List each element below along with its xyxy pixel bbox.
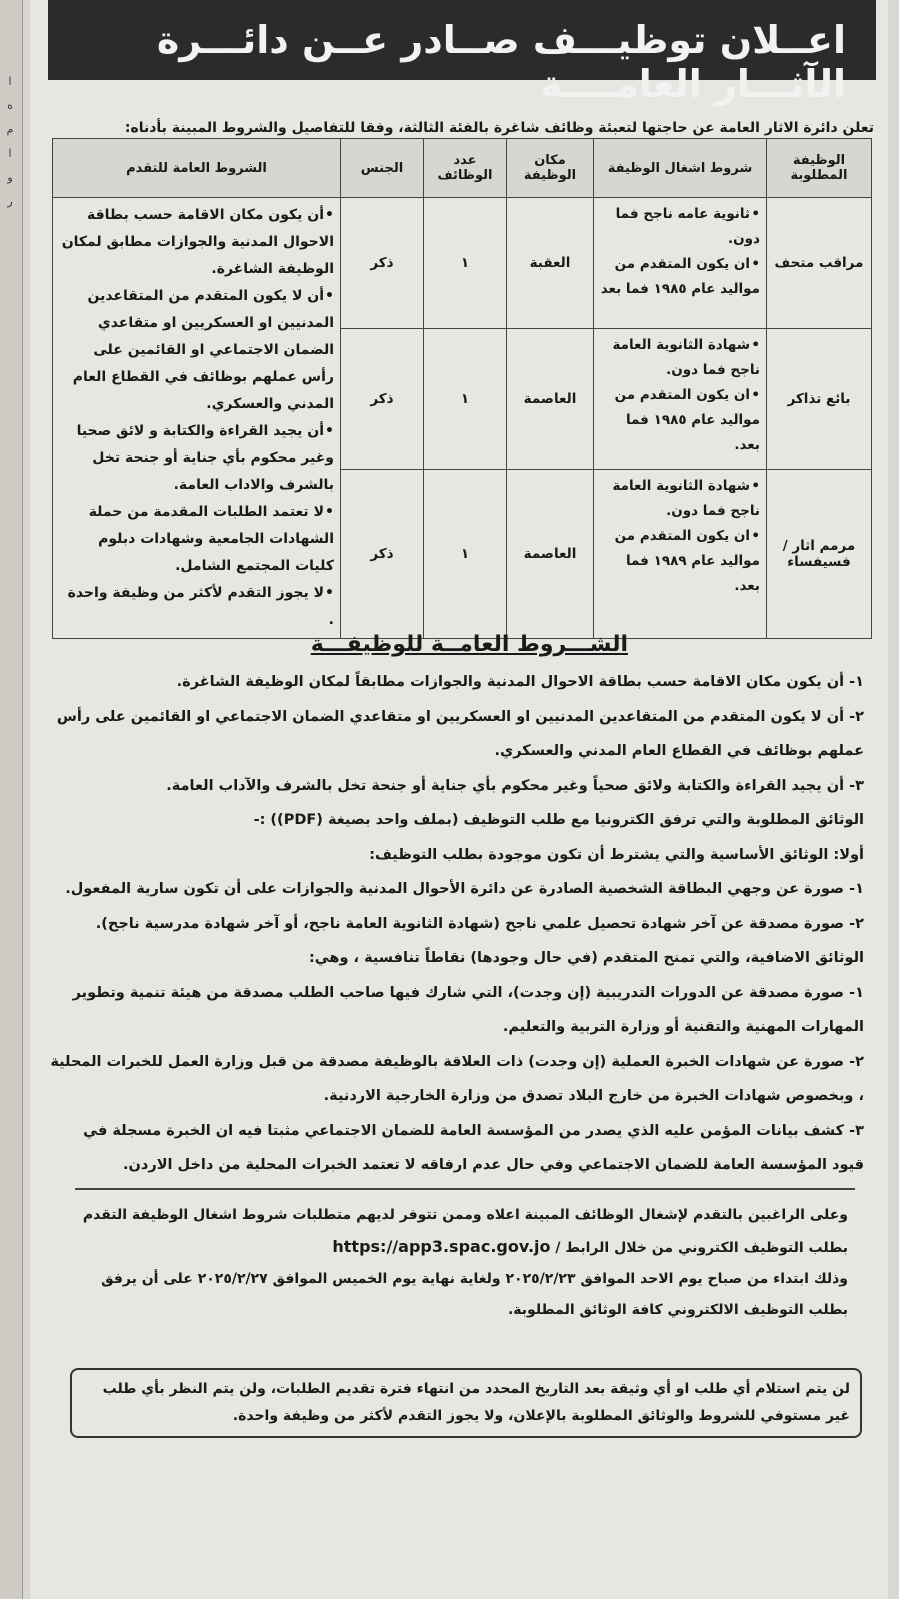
job-place: العاصمة [507, 470, 594, 639]
body-paragraph: الوثائق المطلوبة والتي ترفق الكترونيا مع طلب التوظيف (بملف واحد بصيغة (PDF)) :- [253, 812, 864, 828]
job-count: ١ [424, 328, 507, 469]
apply-paragraph: وعلى الراغبين بالتقدم لإشغال الوظائف المبينة اعلاه وممن تتوفر لديهم متطلبات شروط اشغال الوظيفة التقدم بطلب التوظيف الكتروني من خلال الرابط / https://app3.spac.gov.jo [68, 1200, 848, 1264]
table-row [53, 198, 872, 329]
job-requirements [594, 198, 767, 329]
req-item: •شهادة الثانوية العامة ناجح فما دون. [612, 336, 760, 378]
body-paragraph: ١- أن يكون مكان الاقامة حسب بطاقة الاحوال المدنية والجوازات مطابقاً لمكان الوظيفة الشاغرة. [176, 674, 864, 690]
intro-text: تعلن دائرة الاثار العامة عن حاجتها لتعبئة وظائف شاغرة بالفئة الثالثة، وفقا للتفاصيل والشروط المبينة بأدناه: [124, 120, 874, 136]
req-item: •ثانوية عامه ناجح فما دون. [615, 206, 760, 247]
req-item: •ان يكون المتقدم من مواليد عام ١٩٨٥ فما بعد [600, 256, 760, 297]
job-title: مراقب متحف [767, 198, 872, 329]
body-paragraph: ٣- كشف بيانات المؤمن عليه الذي يصدر من المؤسسة العامة للضمان الاجتماعي مثبتا فيه ان الخبرة مسجلة في قيود المؤسسة العامة للضمان الاجتماعي وفي حال عدم ارفاقه لا تعتمد الخبرات المحلية من داخل الاردن. [83, 1122, 864, 1173]
newspaper-ad [30, 0, 888, 1599]
general-item: •أن لا يكون المتقدم من المتقاعدين المدنيين او العسكريين او متقاعدي الضمان الاجتماعي او القائمين على رأس عملهم بوظائف في القطاع العام المدني والعسكري. [72, 288, 334, 412]
body-paragraph: أولا: الوثائق الأساسية والتي يشترط أن تكون موجودة بطلب التوظيف: [369, 846, 864, 863]
req-item: •ان يكون المتقدم من مواليد عام ١٩٨٥ فما بعد. [614, 386, 760, 453]
job-title: مرمم اثار / فسيفساء [767, 470, 872, 639]
body-paragraph: الوثائق الاضافية، والتي تمنح المتقدم (في حال وجودها) نقاطاً تنافسية ، وهي: [308, 950, 864, 966]
job-place: العقبة [507, 198, 594, 329]
fragment: ه [7, 99, 13, 112]
application-link[interactable]: https://app3.spac.gov.jo [332, 1237, 551, 1256]
general-item: •لا تعتمد الطلبات المقدمة من حملة الشهادات الجامعية وشهادات دبلوم كليات المجتمع الشامل. [88, 504, 334, 574]
body-paragraph: ١- صورة عن وجهي البطاقة الشخصية الصادرة عن دائرة الأحوال المدنية والجوازات على أن تكون سارية المفعول. [65, 881, 864, 897]
adjacent-page-fragments [2, 70, 18, 214]
general-item: •لا يجوز التقدم لأكثر من وظيفة واحدة . [67, 585, 334, 628]
body-paragraph: ٢- صورة عن شهادات الخبرة العملية (إن وجدت) ذات العلاقة بالوظيفة مصدقة من قبل وزارة العمل للخبرات المحلية ، وبخصوص شهادات الخبرة من خارج البلاد تصدق من وزارة الخارجية الاردنية. [50, 1053, 864, 1104]
job-count: ١ [424, 470, 507, 639]
col-general: الشروط العامة للتقدم [53, 139, 341, 198]
section-title: الشـــروط العامــة للوظيفـــة [310, 632, 628, 657]
fragment: ا [8, 147, 12, 160]
fragment: ر [7, 195, 13, 208]
application-instructions [68, 1200, 848, 1326]
general-conditions [53, 198, 341, 639]
job-title: بائع تذاكر [767, 328, 872, 469]
fragment: و [7, 171, 13, 184]
general-item: •أن يجيد القراءة والكتابة و لائق صحيا وغير محكوم بأي جناية أو جنحة تخل بالشرف والاداب العامة. [76, 423, 334, 493]
body-paragraph: ٢- صورة مصدقة عن آخر شهادة تحصيل علمي ناجح (شهادة الثانوية العامة ناجح، أو آخر شهادة مدرسية ناجح). [95, 915, 864, 932]
col-gender: الجنس [341, 139, 424, 198]
fragment: ا [8, 75, 12, 88]
adjacent-page-strip [0, 0, 23, 1599]
col-reqs: شروط اشغال الوظيفة [594, 139, 767, 198]
body-paragraph: ١- صورة مصدقة عن الدورات التدريبية (إن وجدت)، التي شارك فيها صاحب الطلب مصدقة من هيئة تنمية وتطوير المهارات المهنية والتقنية أو وزارة التربية والتعليم. [72, 984, 864, 1035]
conditions-body [48, 665, 864, 1183]
general-item: •أن يكون مكان الاقامة حسب بطاقة الاحوال المدنية والجوازات مطابق لمكان الوظيفة الشاغرة. [61, 207, 334, 277]
header-banner [48, 0, 876, 106]
fragment: م [6, 123, 14, 136]
ad-title: اعــلان توظيـــف صــادر عــن دائـــرة الآثـــار العامــــة [156, 18, 846, 106]
jobs-table [52, 138, 872, 639]
job-gender: ذكر [341, 470, 424, 639]
job-count: ١ [424, 198, 507, 329]
req-item: •ان يكون المتقدم من مواليد عام ١٩٨٩ فما بعد. [614, 528, 760, 595]
job-requirements [594, 328, 767, 469]
job-place: العاصمة [507, 328, 594, 469]
notice-box: لن يتم استلام أي طلب او أي وثيقة بعد التاريخ المحدد من انتهاء فترة تقديم الطلبات، ولن يتم النظر بأي طلب غير مستوفي للشروط والوثائق المطلوبة بالإعلان، ولا يجوز التقدم لأكثر من وظيفة واحدة. [70, 1368, 862, 1438]
divider [75, 1188, 855, 1190]
job-gender: ذكر [341, 328, 424, 469]
job-requirements [594, 470, 767, 639]
apply-dates: وذلك ابتداء من صباح يوم الاحد الموافق ٢٠٢٥/٢/٢٣ ولغاية نهاية يوم الخميس الموافق ٢٠٢٥/٢/٢٧ على أن يرفق بطلب التوظيف الالكتروني كافة الوثائق المطلوبة. [101, 1271, 848, 1318]
req-item: •شهادة الثانوية العامة ناجح فما دون. [612, 478, 760, 520]
body-paragraph: ٢- أن لا يكون المتقدم من المتقاعدين المدنيين او العسكريين او متقاعدي الضمان الاجتماعي او القائمين على رأس عملهم بوظائف في القطاع العام المدني والعسكري. [56, 708, 864, 759]
col-place: مكان الوظيفة [507, 139, 594, 198]
col-job: الوظيفة المطلوبة [767, 139, 872, 198]
job-gender: ذكر [341, 198, 424, 329]
col-count: عدد الوظائف [424, 139, 507, 198]
table-header-row [53, 139, 872, 198]
body-paragraph: ٣- أن يجيد القراءة والكتابة ولائق صحياً وغير محكوم بأي جناية أو جنحة تخل بالشرف والآداب العامة. [166, 777, 864, 794]
